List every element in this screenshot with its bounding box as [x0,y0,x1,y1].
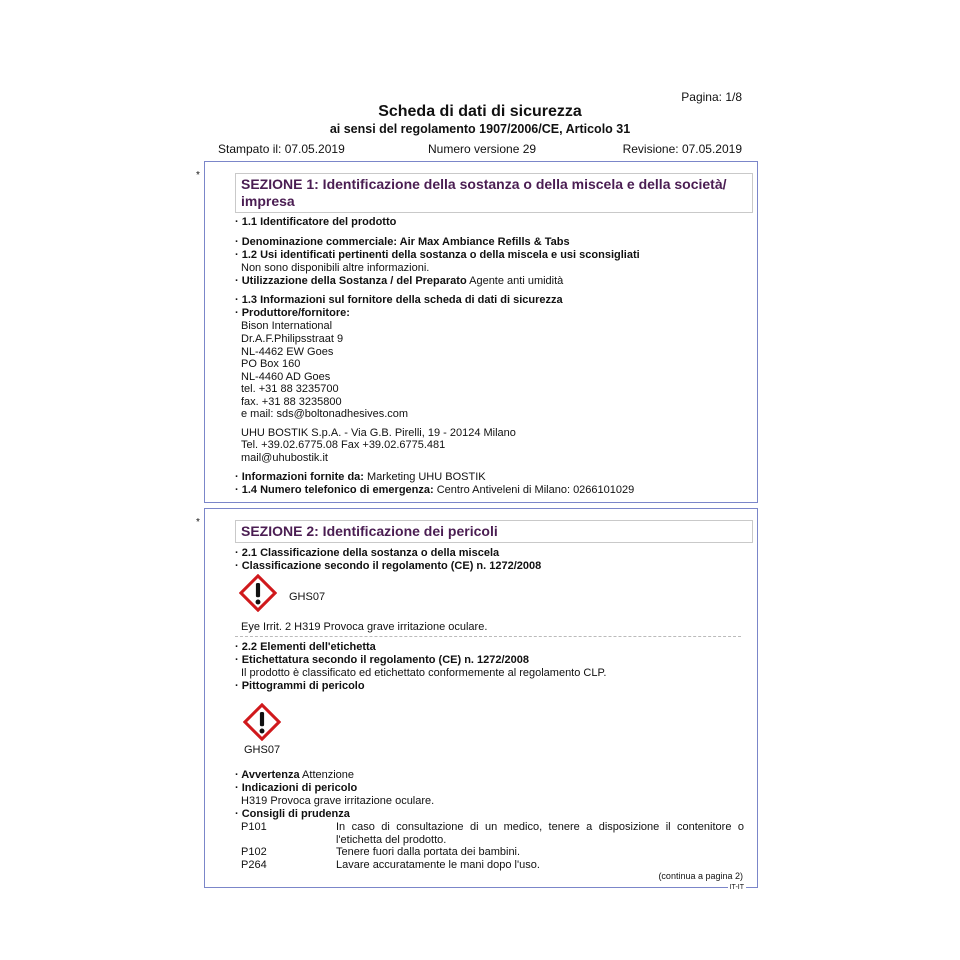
use-label: · Utilizzazione della Sostanza / del Preparato [235,275,467,287]
producer-line: tel. +31 88 3235700 [241,383,339,395]
section-2-heading: SEZIONE 2: Identificazione dei pericoli [235,520,753,543]
change-marker: * [196,170,200,181]
info-line [235,471,486,484]
hazard-statement: H319 Provoca grave irritazione oculare. [241,795,435,807]
page-footer [204,884,758,891]
precaution-code: P102 [241,846,267,858]
no-info-text: Non sono disponibili altre informazioni. [241,262,430,274]
producer-email[interactable]: e mail: sds@boltonadhesives.com [241,408,409,420]
uhu-line: UHU BOSTIK S.p.A. - Via G.B. Pirelli, 19 - 20124 Milano [241,427,516,439]
pictograms-heading: · Pittogrammi di pericolo [235,680,365,692]
s12-heading: · 1.2 Usi identificati pertinenti della sostanza o della miscela e usi sconsigliati [235,249,640,261]
s11-heading: · 1.1 Identificatore del prodotto [235,216,397,228]
eye-irritation-class: Eye Irrit. 2 H319 Provoca grave irritazione oculare. [241,621,488,633]
language-code: IT-IT [729,884,744,891]
page-number: Pagina: 1/8 [681,90,742,104]
emergency-value: Centro Antiveleni di Milano: 0266101029 [433,484,635,496]
emergency-label: · 1.4 Numero telefonico di emergenza: [235,484,434,496]
producer-line: PO Box 160 [241,358,301,370]
hazard-statements-heading: · Indicazioni di pericolo [235,782,358,794]
ghs07-exclamation-icon [243,703,281,741]
revision-date: Revisione: 07.05.2019 [622,142,742,156]
version-number: Numero versione 29 [428,142,537,156]
uhu-line: Tel. +39.02.6775.08 Fax +39.02.6775.481 [241,439,446,451]
precaution-code: P101 [241,821,267,833]
precaution-code: P264 [241,859,267,871]
document-subtitle: ai sensi del regolamento 1907/2006/CE, Articolo 31 [329,122,631,136]
section-1 [204,161,758,503]
producer-label: · Produttore/fornitore: [235,307,350,319]
s13-heading: · 1.3 Informazioni sul fornitore della scheda di dati di sicurezza [235,294,563,306]
precautionary-heading: · Consigli di prudenza [235,808,350,820]
precaution-text: Tenere fuori dalla portata dei bambini. [336,846,521,858]
change-marker: * [196,517,200,528]
trade-name: · Denominazione commerciale: Air Max Ambiance Refills & Tabs [235,236,570,248]
section-1-heading: SEZIONE 1: Identificazione della sostanza o della miscela e della società/ impresa [235,173,753,213]
s22-heading: · 2.2 Elementi dell'etichetta [235,641,376,653]
producer-line: Bison International [241,320,333,332]
producer-line: fax. +31 88 3235800 [241,396,342,408]
ghs07-label: GHS07 [244,744,281,756]
ghs07-exclamation-icon [239,574,277,612]
labelling-regulation: · Etichettatura secondo il regolamento (CE) n. 1272/2008 [235,654,530,666]
printed-date: Stampato il: 07.05.2019 [218,142,345,156]
continued-note: (continua a pagina 2) [658,871,743,881]
document-title: Scheda di dati di sicurezza [378,103,582,120]
clp-text: Il prodotto è classificato ed etichettato conformemente al regolamento CLP. [241,667,607,679]
signal-word-label: · Avvertenza [235,769,300,781]
use-value: Agente anti umidità [466,275,564,287]
precaution-text: In caso di consultazione di un medico, tenere a disposizione il contenitore o l'etichetta del prodotto. [336,821,744,846]
producer-line: Dr.A.F.Philipsstraat 9 [241,333,344,345]
producer-line: NL-4462 EW Goes [241,346,334,358]
producer-line: NL-4460 AD Goes [241,371,331,383]
signal-word-value: Attenzione [299,769,355,781]
section-2 [204,508,758,888]
signal-word-line [235,769,354,782]
precaution-text: Lavare accuratamente le mani dopo l'uso. [336,859,540,871]
info-value: Marketing UHU BOSTIK [363,471,486,483]
uhu-email[interactable]: mail@uhubostik.it [241,452,328,464]
emergency-line [235,484,634,497]
s21-heading: · 2.1 Classificazione della sostanza o della miscela [235,547,500,559]
classification-regulation: · Classificazione secondo il regolamento (CE) n. 1272/2008 [235,560,542,572]
divider [235,636,741,637]
ghs07-label: GHS07 [289,591,326,603]
use-line [235,275,563,288]
info-label: · Informazioni fornite da: [235,471,364,483]
